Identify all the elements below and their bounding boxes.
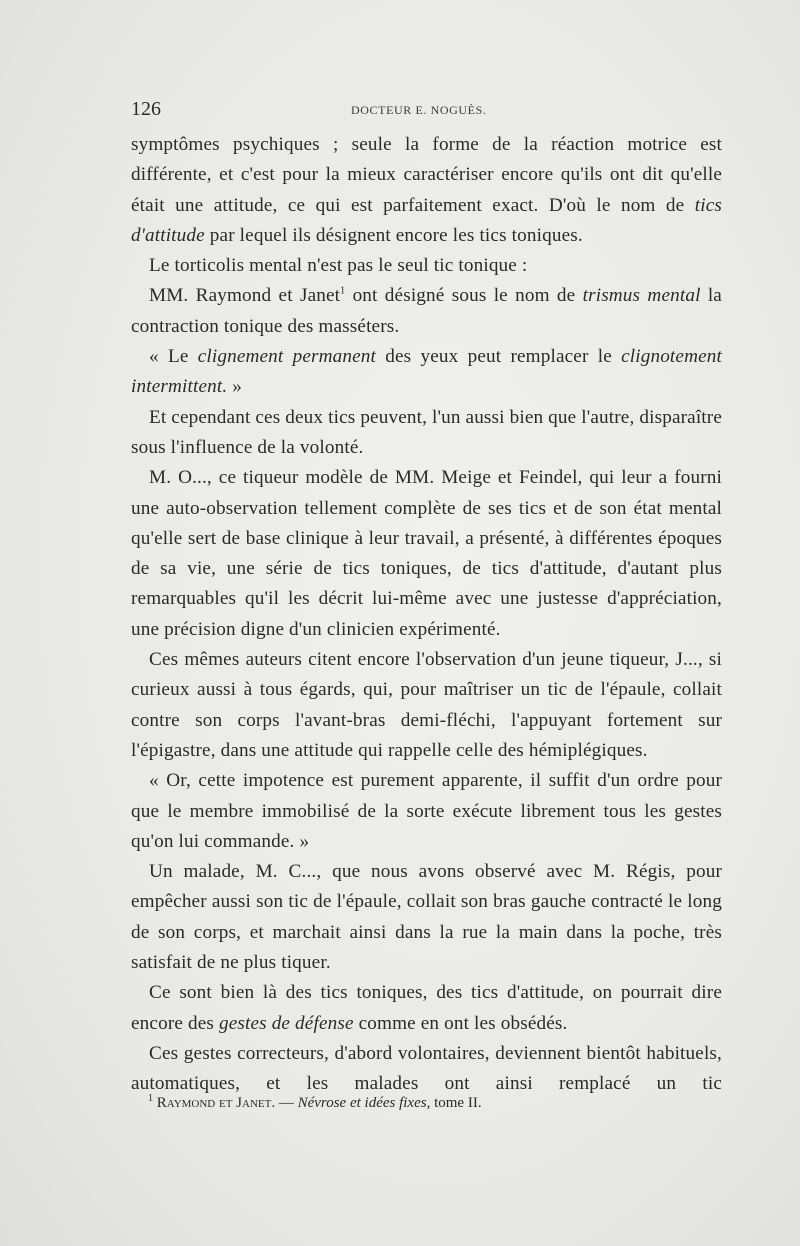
paragraph-3: MM. Raymond et Janet$^1$ ont désigné sous le nom de trismus mental la contraction tonique des masséters. <box>131 285 722 337</box>
italic-term: tics d'attitude <box>131 194 722 246</box>
footnote <box>148 1095 708 1112</box>
footnote-marker: 1 <box>148 1093 153 1104</box>
footnote-title: Névrose et idées fixes, <box>297 1095 431 1111</box>
paragraph-7: Ces mêmes auteurs citent encore l'observation d'un jeune tiqueur, J..., si curieux aussi à tous égards, qui, pour maîtriser un tic de l'épaule, collait contre son corps l'avant-bras demi-fléchi, l'appuyant fortement sur l'épigastre, dans une attitude qui rappelle celle des hémiplégiques. <box>131 649 722 761</box>
italic-term: trismus mental <box>582 285 701 307</box>
paragraph-9: Un malade, M. C..., que nous avons observé avec M. Régis, pour empêcher aussi son tic de l'épaule, collait son bras gauche contracté le long de son corps, et marchait ainsi dans la rue la main dans la poche, très satisfait de ne plus tiquer. <box>131 861 722 974</box>
italic-term: clignotement intermittent. <box>131 346 722 398</box>
paragraph-1: symptômes psychiques ; seule la forme de la réaction motrice est différente, et c'est pour la mieux caractériser encore qu'ils ont dit qu'elle était une attitude, ce qui est parfaitement exact. D'où le nom de tics d'attitude par lequel ils désignent encore les tics toniques. <box>131 134 722 246</box>
italic-term: clignement permanent <box>197 346 377 368</box>
paragraph-10: Ce sont bien là des tics toniques, des tics d'attitude, on pourrait dire encore des gestes de défense comme en ont les obsédés. <box>131 982 722 1034</box>
footnote-ref: 1 <box>340 286 346 298</box>
paragraph-5: Et cependant ces deux tics peuvent, l'un aussi bien que l'autre, disparaître sous l'influence de la volonté. <box>131 406 722 458</box>
running-head: DOCTEUR E. NOGUÈS. <box>351 103 487 117</box>
body-text <box>131 130 722 1100</box>
footnote-dash: — <box>278 1095 294 1111</box>
paragraph-11: Ces gestes correcteurs, d'abord volontaires, deviennent bientôt habituels, automatiques, et les malades ont ainsi remplacé un tic <box>131 1042 722 1095</box>
page-header <box>131 98 721 122</box>
paragraph-6: M. O..., ce tiqueur modèle de MM. Meige et Feindel, qui leur a fourni une auto-observation tellement complète de ses tics et de son état mental qu'elle sert de base clinique à leur travail, a présenté, à différentes époques de sa vie, une série de tics toniques, de tics d'attitude, d'autant plus remarquables qu'il les décrit lui-même avec une justesse d'appréciation, une précision digne d'un clinicien expérimenté. <box>131 467 722 640</box>
page-number: 126 <box>131 98 161 120</box>
italic-term: gestes de défense <box>218 1012 354 1034</box>
paragraph-8: « Or, cette impotence est purement apparente, il suffit d'un ordre pour que le membre immobilisé de la sorte exécute librement tous les gestes qu'on lui commande. » <box>131 770 722 852</box>
paragraph-2: Le torticolis mental n'est pas le seul tic tonique : <box>149 255 528 277</box>
paragraph-4: « Le clignement permanent des yeux peut remplacer le clignotement intermittent. » <box>131 346 722 398</box>
footnote-authors: Raymond et Janet. <box>156 1095 276 1111</box>
footnote-volume: tome II. <box>434 1095 482 1111</box>
